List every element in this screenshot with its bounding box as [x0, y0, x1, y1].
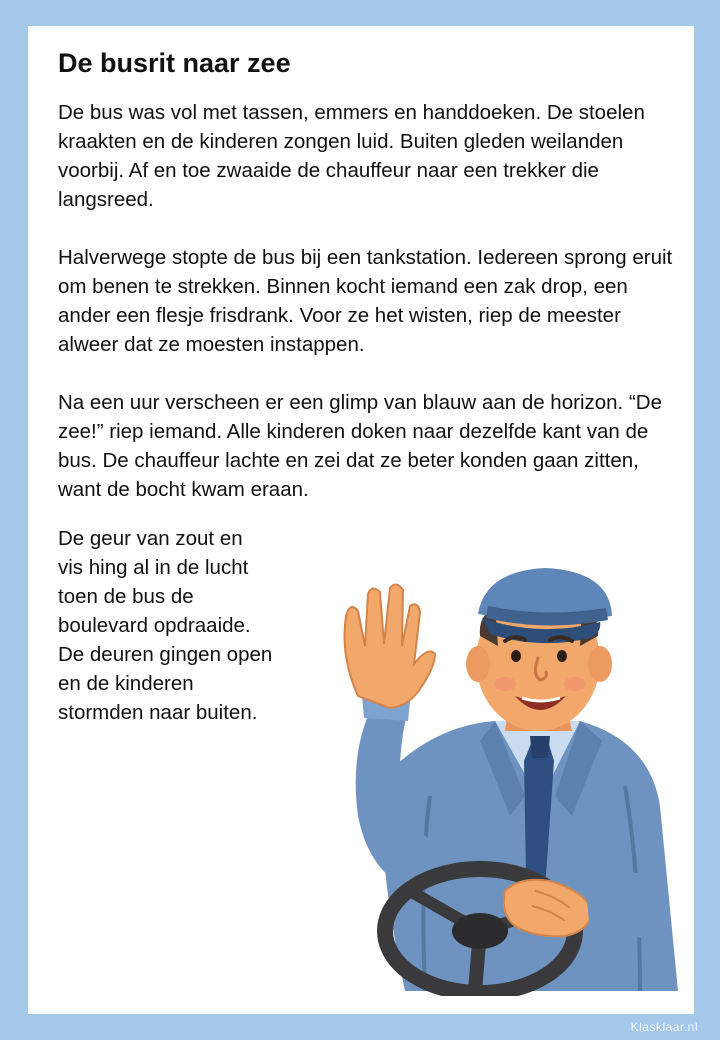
footer-credit: Klasklaar.nl	[630, 1020, 698, 1034]
paragraph-2: Halverwege stopte de bus bij een tankstation. Iedereen sprong eruit om benen te strekken. Binnen kocht iemand een zak drop, een ander een flesje frisdrank. Voor ze het wisten, riep de meester alweer dat ze moesten instappen.	[58, 246, 673, 356]
paragraph-1: De bus was vol met tassen, emmers en handdoeken. De stoelen kraakten en de kinderen zongen luid. Buiten gleden weilanden voorbij. Af en toe zwaaide de chauffeur naar een trekker die langsreed.	[58, 101, 645, 211]
worksheet-card	[28, 26, 694, 1014]
paragraph-4: De geur van zout en vis hing al in de lucht toen de bus de boulevard opdraaide. De deuren gingen open en de kinderen stormden naar buiten.	[58, 527, 273, 724]
paragraph-3: Na een uur verscheen er een glimp van blauw aan de horizon. “De zee!” riep iemand. Alle kinderen doken naar dezelfde kant van de bus. De chauffeur lachte en zei dat ze beter konden gaan zitten, want de bocht kwam eraan.	[58, 391, 662, 501]
story-title: De busrit naar zee	[58, 48, 291, 78]
bus-driver-waving-icon	[310, 546, 690, 996]
